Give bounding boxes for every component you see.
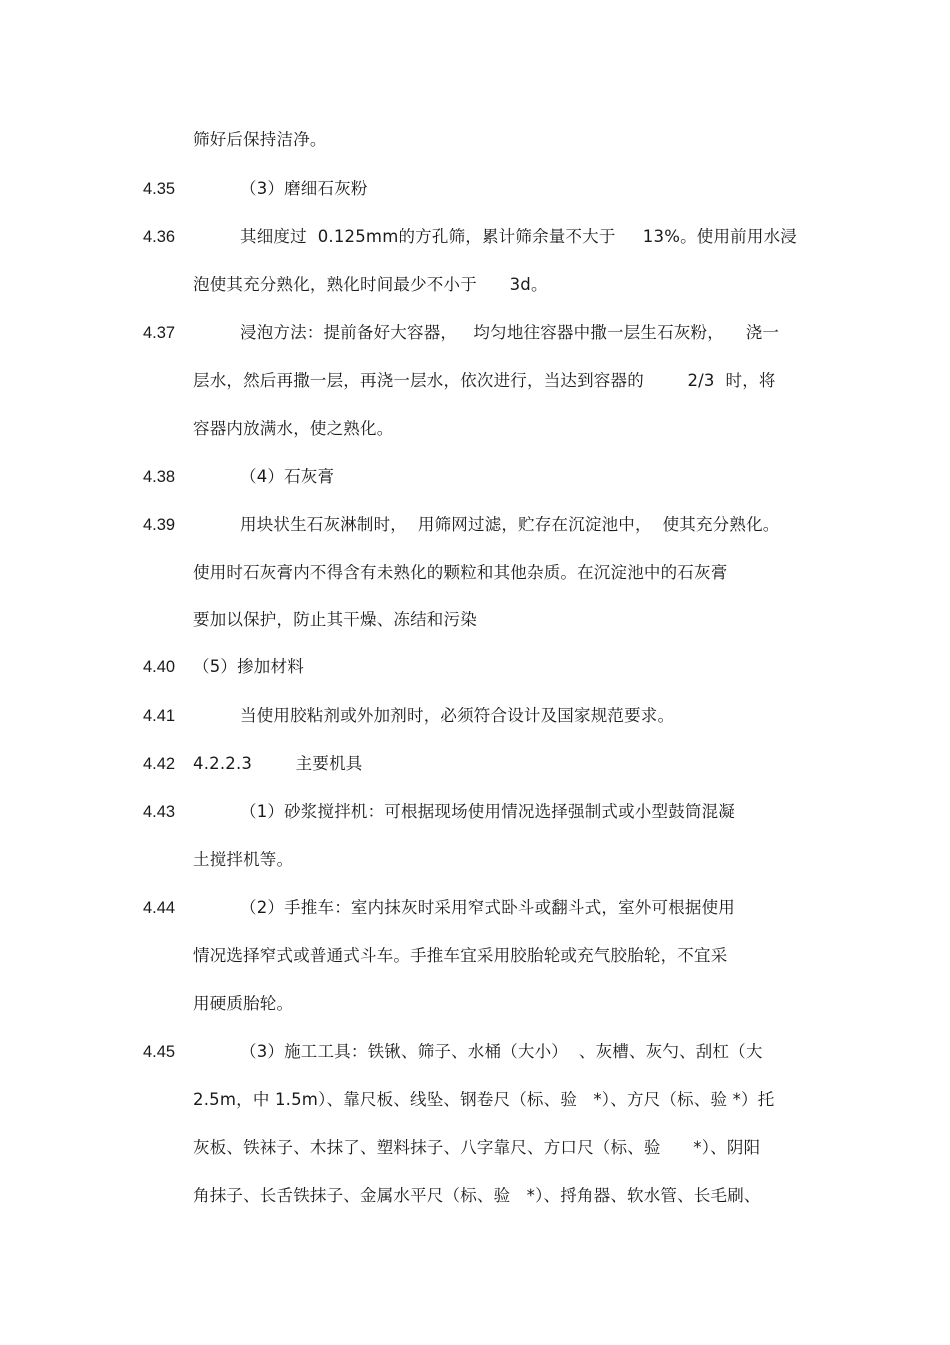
clause-number: 4.44: [143, 899, 176, 917]
text-line: 2.5m，中 1.5m）、靠尺板、线坠、钢卷尺（标、验 *）、方尺（标、验 *）托: [193, 1090, 775, 1109]
clause-number: 4.45: [143, 1043, 176, 1061]
clause-number: 4.35: [143, 180, 176, 198]
clause-number: 4.40: [143, 658, 176, 676]
clause-text: （4）石灰膏: [240, 467, 335, 486]
clause-text: 当使用胶粘剂或外加剂时，必须符合设计及国家规范要求。: [240, 706, 675, 725]
text-line: 容器内放满水，使之熟化。: [193, 419, 394, 438]
clause-text: 浸泡方法：提前备好大容器， 均匀地往容器中撒一层生石灰粉， 浇一: [240, 323, 780, 342]
text-line: 要加以保护，防止其干燥、冻结和污染: [193, 610, 477, 629]
text-line: 用硬质胎轮。: [193, 994, 294, 1013]
clause-number: 4.36: [143, 228, 176, 246]
text-line: 灰板、铁袜子、木抹了、塑料抹子、八字靠尺、方口尺（标、验 *）、阴阳: [193, 1138, 761, 1157]
clause-text: （2）手推车：室内抹灰时采用窄式卧斗或翻斗式，室外可根据使用: [240, 898, 735, 917]
text-line: 情况选择窄式或普通式斗车。手推车宜采用胶胎轮或充气胶胎轮，不宜采: [193, 946, 728, 965]
clause-text: 其细度过 0.125mm的方孔筛，累计筛余量不大于 13%。使用前用水浸: [240, 227, 797, 246]
clause-text: （3）施工工具：铁锹、筛子、水桶（大小） 、灰槽、灰勺、刮杠（大: [240, 1042, 763, 1061]
text-line: 筛好后保持洁净。: [193, 130, 327, 149]
clause-text: （5）掺加材料: [193, 657, 304, 676]
text-line: 使用时石灰膏内不得含有未熟化的颗粒和其他杂质。在沉淀池中的石灰膏: [193, 563, 728, 582]
clause-number: 4.43: [143, 803, 176, 821]
text-line: 泡使其充分熟化，熟化时间最少不小于 3d。: [193, 275, 548, 294]
clause-number: 4.38: [143, 468, 176, 486]
clause-text: （1）砂浆搅拌机：可根据现场使用情况选择强制式或小型鼓筒混凝: [240, 802, 735, 821]
text-line: 角抹子、长舌铁抹子、金属水平尺（标、验 *）、捋角器、软水管、长毛刷、: [193, 1186, 761, 1205]
clause-number: 4.41: [143, 707, 176, 725]
clause-number: 4.37: [143, 324, 176, 342]
clause-text: 用块状生石灰淋制时， 用筛网过滤，贮存在沉淀池中， 使其充分熟化。: [240, 515, 780, 534]
clause-text: （3）磨细石灰粉: [240, 179, 368, 198]
text-line: 土搅拌机等。: [193, 850, 294, 869]
clause-number: 4.39: [143, 516, 176, 534]
clause-number: 4.42: [143, 755, 176, 773]
section-heading: 4.2.2.3 主要机具: [193, 754, 363, 773]
text-line: 层水，然后再撒一层，再浇一层水，依次进行，当达到容器的 2/3 时，将: [193, 371, 776, 390]
